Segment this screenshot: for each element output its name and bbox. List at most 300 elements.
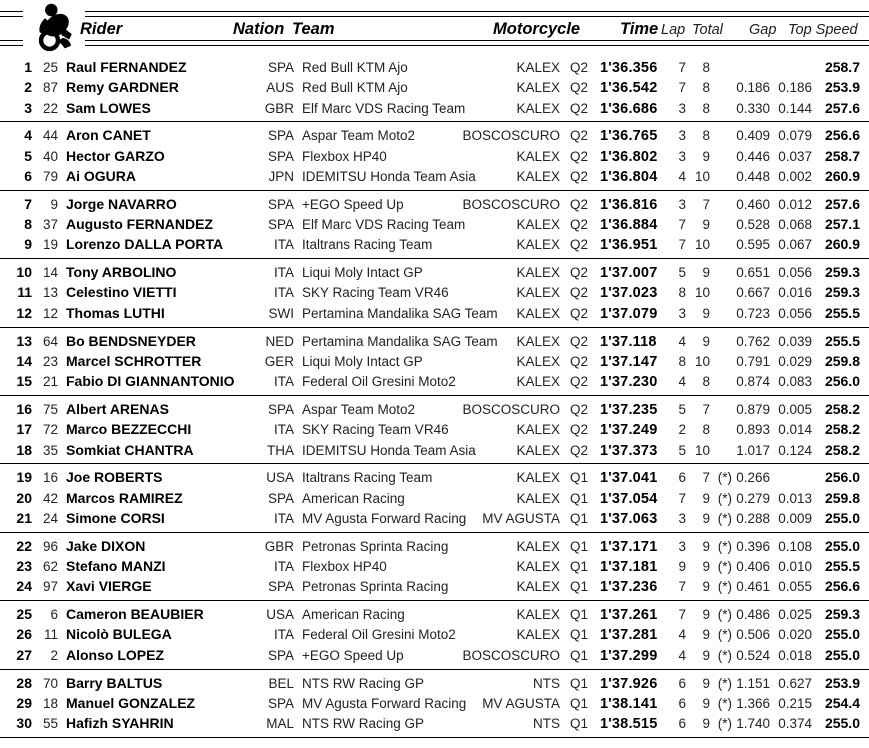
gap-cell: 0.791 bbox=[736, 353, 770, 369]
column-header-time: Time bbox=[620, 20, 659, 38]
team-cell: Aspar Team Moto2 bbox=[302, 128, 416, 144]
q1-star-marker: (*) bbox=[717, 470, 732, 486]
lap-cell: 4 bbox=[678, 374, 686, 390]
table-row bbox=[0, 77, 869, 97]
top-speed-cell: 255.5 bbox=[824, 304, 860, 321]
gap-cell: 0.446 bbox=[736, 148, 770, 164]
table-row bbox=[0, 576, 869, 596]
total-cell: 9 bbox=[702, 647, 710, 663]
team-cell: IDEMITSU Honda Team Asia bbox=[302, 442, 476, 458]
rider-number-cell: 18 bbox=[42, 695, 58, 711]
time-cell: 1'37.249 bbox=[600, 422, 658, 439]
session-cell: Q2 bbox=[570, 353, 589, 369]
row-group bbox=[0, 601, 869, 669]
nation-cell: BEL bbox=[268, 675, 294, 691]
rider-name-cell: Joe ROBERTS bbox=[66, 469, 163, 486]
gap-diff-cell: 0.186 bbox=[778, 80, 812, 96]
table-row bbox=[0, 467, 869, 487]
motorcycle-cell: KALEX bbox=[516, 80, 560, 96]
header-bottom-rule bbox=[0, 40, 869, 46]
session-cell: Q1 bbox=[570, 695, 589, 711]
position-cell: 30 bbox=[16, 715, 32, 732]
session-cell: Q2 bbox=[570, 128, 589, 144]
position-cell: 6 bbox=[24, 167, 32, 184]
position-cell: 12 bbox=[16, 304, 32, 321]
session-cell: Q2 bbox=[570, 237, 589, 253]
time-cell: 1'37.118 bbox=[600, 333, 657, 350]
top-speed-cell: 255.0 bbox=[824, 509, 860, 526]
lap-cell: 3 bbox=[678, 100, 686, 116]
nation-cell: ITA bbox=[274, 285, 294, 301]
motorcycle-cell: KALEX bbox=[516, 285, 560, 301]
row-group bbox=[0, 396, 869, 464]
total-cell: 8 bbox=[702, 374, 710, 390]
gap-cell: 0.762 bbox=[736, 333, 770, 349]
gap-cell: 0.667 bbox=[736, 285, 770, 301]
motorcycle-rider-icon bbox=[23, 0, 85, 54]
rider-name-cell: Nicolò BULEGA bbox=[66, 626, 172, 643]
rider-name-cell: Augusto FERNANDEZ bbox=[66, 216, 213, 233]
total-cell: 9 bbox=[702, 510, 710, 526]
rider-name-cell: Hafizh SYAHRIN bbox=[66, 715, 174, 732]
motorcycle-cell: MV AGUSTA bbox=[482, 695, 560, 711]
table-row bbox=[0, 673, 869, 693]
gap-diff-cell: 0.108 bbox=[778, 538, 812, 554]
motorcycle-cell: NTS bbox=[533, 675, 560, 691]
lap-cell: 3 bbox=[678, 148, 686, 164]
total-cell: 9 bbox=[702, 607, 710, 623]
time-cell: 1'37.041 bbox=[600, 470, 658, 487]
table-row bbox=[0, 282, 869, 302]
rider-number-cell: 16 bbox=[42, 470, 58, 486]
gap-diff-cell: 0.039 bbox=[778, 333, 812, 349]
total-cell: 8 bbox=[702, 128, 710, 144]
total-cell: 7 bbox=[702, 470, 710, 486]
gap-cell: 1.151 bbox=[736, 675, 770, 691]
session-cell: Q2 bbox=[570, 333, 589, 349]
gap-cell: 0.288 bbox=[736, 510, 770, 526]
gap-cell: 1.017 bbox=[736, 442, 770, 458]
motorcycle-cell: KALEX bbox=[516, 559, 560, 575]
session-cell: Q1 bbox=[570, 559, 589, 575]
nation-cell: ITA bbox=[274, 374, 294, 390]
rider-name-cell: Raul FERNANDEZ bbox=[66, 59, 187, 75]
motorcycle-cell: KALEX bbox=[516, 538, 560, 554]
total-cell: 9 bbox=[702, 627, 710, 643]
gap-diff-cell: 0.012 bbox=[778, 196, 812, 212]
gap-diff-cell: 0.055 bbox=[778, 579, 812, 595]
rider-name-cell: Albert ARENAS bbox=[66, 400, 169, 417]
top-speed-cell: 256.6 bbox=[824, 578, 860, 595]
time-cell: 1'37.281 bbox=[600, 627, 658, 644]
position-cell: 22 bbox=[16, 537, 32, 554]
total-cell: 9 bbox=[702, 579, 710, 595]
position-cell: 25 bbox=[16, 606, 32, 623]
lap-cell: 5 bbox=[678, 401, 686, 417]
team-cell: Petronas Sprinta Racing bbox=[302, 579, 449, 595]
session-cell: Q2 bbox=[570, 422, 589, 438]
table-row bbox=[0, 214, 869, 234]
table-row bbox=[0, 331, 869, 351]
position-cell: 1 bbox=[24, 59, 32, 75]
position-cell: 3 bbox=[24, 99, 32, 116]
lap-cell: 6 bbox=[678, 470, 686, 486]
gap-cell: 1.740 bbox=[736, 716, 770, 732]
session-cell: Q2 bbox=[570, 374, 589, 390]
rider-name-cell: Ai OGURA bbox=[66, 167, 136, 184]
rider-name-cell: Sam LOWES bbox=[66, 99, 151, 116]
table-row bbox=[0, 98, 869, 118]
header-top-rule bbox=[0, 11, 869, 17]
session-cell: Q1 bbox=[570, 627, 589, 643]
top-speed-cell: 255.5 bbox=[824, 558, 860, 575]
rider-number-cell: 23 bbox=[42, 353, 58, 369]
lap-cell: 4 bbox=[678, 333, 686, 349]
nation-cell: SPA bbox=[267, 60, 294, 75]
table-row bbox=[0, 604, 869, 624]
top-speed-cell: 253.9 bbox=[824, 674, 860, 691]
q1-star-marker: (*) bbox=[717, 695, 732, 711]
table-row bbox=[0, 488, 869, 508]
rider-name-cell: Celestino VIETTI bbox=[66, 284, 177, 301]
motorcycle-cell: KALEX bbox=[516, 168, 560, 184]
gap-cell: 0.396 bbox=[736, 538, 770, 554]
total-cell: 10 bbox=[694, 442, 710, 458]
team-cell: Federal Oil Gresini Moto2 bbox=[302, 627, 456, 643]
q1-star-marker: (*) bbox=[717, 490, 732, 506]
total-cell: 9 bbox=[702, 538, 710, 554]
team-cell: Liqui Moly Intact GP bbox=[302, 265, 423, 281]
motorcycle-cell: KALEX bbox=[516, 607, 560, 623]
total-cell: 9 bbox=[702, 217, 710, 233]
table-row bbox=[0, 146, 869, 166]
rider-number-cell: 40 bbox=[42, 148, 58, 164]
motorcycle-cell: KALEX bbox=[516, 100, 560, 116]
session-cell: Q2 bbox=[570, 168, 589, 184]
motorcycle-cell: NTS bbox=[533, 716, 560, 732]
gap-diff-cell: 0.067 bbox=[778, 237, 812, 253]
session-cell: Q2 bbox=[570, 265, 589, 281]
motorcycle-cell: MV AGUSTA bbox=[482, 510, 560, 526]
table-row bbox=[0, 399, 869, 419]
rider-number-cell: 14 bbox=[42, 265, 58, 281]
nation-cell: ITA bbox=[274, 510, 294, 526]
time-cell: 1'37.054 bbox=[600, 490, 658, 507]
lap-cell: 7 bbox=[678, 490, 686, 506]
lap-cell: 9 bbox=[678, 559, 686, 575]
rider-name-cell: Marcel SCHROTTER bbox=[66, 352, 202, 369]
total-cell: 7 bbox=[702, 196, 710, 212]
lap-cell: 4 bbox=[678, 627, 686, 643]
nation-cell: SPA bbox=[267, 647, 294, 663]
top-speed-cell: 257.1 bbox=[824, 216, 860, 233]
rider-number-cell: 12 bbox=[42, 305, 58, 321]
lap-cell: 7 bbox=[678, 607, 686, 623]
motorcycle-cell: KALEX bbox=[516, 265, 560, 281]
gap-cell: 0.448 bbox=[736, 168, 770, 184]
total-cell: 9 bbox=[702, 675, 710, 691]
nation-cell: SWI bbox=[268, 305, 294, 321]
session-cell: Q2 bbox=[570, 442, 589, 458]
column-header-lap: Lap bbox=[661, 21, 686, 38]
session-cell: Q2 bbox=[570, 217, 589, 233]
nation-cell: SPA bbox=[267, 401, 294, 417]
rider-name-cell: Jorge NAVARRO bbox=[66, 195, 177, 212]
gap-diff-cell: 0.056 bbox=[778, 305, 812, 321]
rider-number-cell: 42 bbox=[42, 490, 58, 506]
time-cell: 1'36.686 bbox=[600, 100, 658, 117]
gap-diff-cell: 0.025 bbox=[778, 607, 812, 623]
gap-diff-cell: 0.010 bbox=[778, 559, 812, 575]
total-cell: 10 bbox=[694, 285, 710, 301]
time-cell: 1'37.230 bbox=[600, 374, 658, 391]
motorcycle-cell: BOSCOSCURO bbox=[462, 401, 560, 417]
lap-cell: 7 bbox=[678, 60, 686, 75]
gap-cell: 0.461 bbox=[736, 579, 770, 595]
top-speed-cell: 260.9 bbox=[824, 167, 860, 184]
rider-number-cell: 44 bbox=[42, 128, 58, 144]
gap-cell: 0.330 bbox=[736, 100, 770, 116]
q1-star-marker: (*) bbox=[717, 559, 732, 575]
total-cell: 9 bbox=[702, 333, 710, 349]
session-cell: Q1 bbox=[570, 470, 589, 486]
lap-cell: 3 bbox=[678, 196, 686, 212]
session-cell: Q2 bbox=[570, 305, 589, 321]
column-header-motorcycle: Motorcycle bbox=[493, 20, 581, 38]
position-cell: 2 bbox=[24, 79, 32, 96]
total-cell: 8 bbox=[702, 80, 710, 96]
team-cell: Elf Marc VDS Racing Team bbox=[302, 217, 466, 233]
position-cell: 18 bbox=[16, 441, 32, 458]
total-cell: 9 bbox=[702, 559, 710, 575]
rider-number-cell: 97 bbox=[42, 579, 58, 595]
top-speed-cell: 259.3 bbox=[824, 284, 860, 301]
motorcycle-cell: BOSCOSCURO bbox=[462, 647, 560, 663]
row-group bbox=[0, 533, 869, 601]
lap-cell: 4 bbox=[678, 168, 686, 184]
team-cell: NTS RW Racing GP bbox=[302, 716, 425, 732]
motorcycle-cell: KALEX bbox=[516, 442, 560, 458]
top-speed-cell: 255.0 bbox=[824, 626, 860, 643]
lap-cell: 8 bbox=[678, 353, 686, 369]
position-cell: 24 bbox=[16, 578, 32, 595]
motorcycle-cell: KALEX bbox=[516, 217, 560, 233]
row-group bbox=[0, 191, 869, 259]
top-speed-cell: 256.0 bbox=[824, 373, 860, 390]
time-cell: 1'36.951 bbox=[600, 237, 658, 254]
lap-cell: 7 bbox=[678, 237, 686, 253]
lap-cell: 7 bbox=[678, 217, 686, 233]
session-cell: Q2 bbox=[570, 196, 589, 212]
rider-number-cell: 79 bbox=[42, 168, 58, 184]
gap-cell: 0.651 bbox=[736, 265, 770, 281]
rider-name-cell: Marcos RAMIREZ bbox=[66, 489, 183, 506]
team-cell: Pertamina Mandalika SAG Team bbox=[302, 305, 498, 321]
rider-name-cell: Aron CANET bbox=[66, 127, 151, 144]
total-cell: 9 bbox=[702, 305, 710, 321]
session-cell: Q1 bbox=[570, 490, 589, 506]
team-cell: Liqui Moly Intact GP bbox=[302, 353, 423, 369]
top-speed-cell: 260.9 bbox=[824, 236, 860, 253]
nation-cell: USA bbox=[266, 607, 294, 623]
top-speed-cell: 259.8 bbox=[824, 352, 860, 369]
rider-number-cell: 87 bbox=[42, 80, 58, 96]
table-row bbox=[0, 303, 869, 323]
total-cell: 9 bbox=[702, 265, 710, 281]
time-cell: 1'37.007 bbox=[600, 265, 658, 282]
total-cell: 8 bbox=[702, 60, 710, 75]
position-cell: 11 bbox=[17, 284, 32, 301]
motorcycle-cell: KALEX bbox=[516, 490, 560, 506]
top-speed-cell: 258.7 bbox=[824, 147, 860, 164]
gap-cell: 0.528 bbox=[736, 217, 770, 233]
rider-number-cell: 72 bbox=[42, 422, 58, 438]
rider-number-cell: 37 bbox=[42, 217, 58, 233]
rider-name-cell: Bo BENDSNEYDER bbox=[66, 332, 196, 349]
q1-star-marker: (*) bbox=[717, 675, 732, 691]
total-cell: 10 bbox=[694, 353, 710, 369]
rider-name-cell: Fabio DI GIANNANTONIO bbox=[66, 373, 235, 390]
column-header-gap: Gap bbox=[749, 21, 777, 38]
team-cell: Red Bull KTM Ajo bbox=[302, 60, 408, 75]
rider-name-cell: Jake DIXON bbox=[66, 537, 146, 554]
time-cell: 1'36.804 bbox=[600, 168, 658, 185]
team-cell: Aspar Team Moto2 bbox=[302, 401, 416, 417]
gap-diff-cell: 0.068 bbox=[778, 217, 812, 233]
position-cell: 14 bbox=[16, 352, 32, 369]
motorcycle-cell: KALEX bbox=[516, 60, 560, 75]
row-group bbox=[0, 464, 869, 532]
column-header-nation: Nation bbox=[233, 20, 285, 38]
position-cell: 23 bbox=[16, 558, 32, 575]
nation-cell: SPA bbox=[267, 490, 294, 506]
top-speed-cell: 258.7 bbox=[824, 59, 860, 75]
column-header-top-speed: Top Speed bbox=[788, 21, 858, 38]
q1-star-marker: (*) bbox=[717, 627, 732, 643]
nation-cell: SPA bbox=[267, 579, 294, 595]
team-cell: SKY Racing Team VR46 bbox=[302, 422, 449, 438]
table-row bbox=[0, 556, 869, 576]
nation-cell: ITA bbox=[274, 422, 294, 438]
time-cell: 1'37.079 bbox=[600, 305, 658, 322]
gap-diff-cell: 0.056 bbox=[778, 265, 812, 281]
gap-diff-cell: 0.374 bbox=[778, 716, 812, 732]
nation-cell: GBR bbox=[264, 100, 294, 116]
position-cell: 15 bbox=[16, 373, 32, 390]
rider-number-cell: 2 bbox=[50, 647, 58, 663]
time-cell: 1'37.147 bbox=[600, 353, 658, 370]
team-cell: MV Agusta Forward Racing bbox=[302, 695, 467, 711]
lap-cell: 4 bbox=[678, 647, 686, 663]
column-header-total: Total bbox=[692, 21, 723, 38]
motorcycle-cell: KALEX bbox=[516, 470, 560, 486]
position-cell: 26 bbox=[16, 626, 32, 643]
team-cell: Federal Oil Gresini Moto2 bbox=[302, 374, 456, 390]
gap-cell: 0.506 bbox=[736, 627, 770, 643]
rider-number-cell: 75 bbox=[42, 401, 58, 417]
rider-number-cell: 25 bbox=[42, 60, 58, 75]
table-row bbox=[0, 693, 869, 713]
team-cell: Flexbox HP40 bbox=[302, 559, 387, 575]
team-cell: Flexbox HP40 bbox=[302, 148, 387, 164]
rider-number-cell: 6 bbox=[50, 607, 58, 623]
gap-diff-cell: 0.005 bbox=[778, 401, 812, 417]
gap-diff-cell: 0.029 bbox=[778, 353, 812, 369]
gap-cell: 0.460 bbox=[736, 196, 770, 212]
rider-name-cell: Alonso LOPEZ bbox=[66, 646, 164, 663]
top-speed-cell: 255.5 bbox=[824, 332, 860, 349]
time-cell: 1'37.373 bbox=[600, 442, 658, 459]
team-cell: MV Agusta Forward Racing bbox=[302, 510, 467, 526]
time-cell: 1'37.235 bbox=[600, 401, 658, 418]
gap-cell: 0.893 bbox=[736, 422, 770, 438]
position-cell: 29 bbox=[16, 694, 32, 711]
gap-cell: 0.186 bbox=[736, 80, 770, 96]
row-group bbox=[0, 54, 869, 122]
rider-name-cell: Marco BEZZECCHI bbox=[66, 421, 192, 438]
gap-cell: 0.879 bbox=[736, 401, 770, 417]
position-cell: 17 bbox=[16, 421, 32, 438]
results-table-body bbox=[0, 54, 869, 738]
session-cell: Q1 bbox=[570, 647, 589, 663]
time-cell: 1'37.236 bbox=[600, 579, 658, 596]
position-cell: 8 bbox=[24, 216, 32, 233]
q1-star-marker: (*) bbox=[717, 716, 732, 732]
gap-diff-cell: 0.013 bbox=[778, 490, 812, 506]
session-cell: Q1 bbox=[570, 716, 589, 732]
gap-diff-cell: 0.016 bbox=[778, 285, 812, 301]
session-cell: Q2 bbox=[570, 100, 589, 116]
motorcycle-cell: KALEX bbox=[516, 237, 560, 253]
rider-name-cell: Simone CORSI bbox=[66, 509, 165, 526]
gap-diff-cell: 0.037 bbox=[778, 148, 812, 164]
row-group bbox=[0, 122, 869, 190]
gap-diff-cell: 0.020 bbox=[778, 627, 812, 643]
rider-name-cell: Hector GARZO bbox=[66, 147, 165, 164]
table-row bbox=[0, 371, 869, 391]
gap-diff-cell: 0.079 bbox=[778, 128, 812, 144]
table-row bbox=[0, 713, 869, 733]
table-row bbox=[0, 125, 869, 145]
gap-diff-cell: 0.083 bbox=[778, 374, 812, 390]
top-speed-cell: 259.3 bbox=[824, 606, 860, 623]
q1-star-marker: (*) bbox=[717, 510, 732, 526]
rider-name-cell: Somkiat CHANTRA bbox=[66, 441, 194, 458]
top-speed-cell: 255.0 bbox=[824, 646, 860, 663]
lap-cell: 5 bbox=[678, 265, 686, 281]
nation-cell: SPA bbox=[267, 217, 294, 233]
table-row bbox=[0, 166, 869, 186]
rider-name-cell: Remy GARDNER bbox=[66, 79, 179, 96]
total-cell: 10 bbox=[694, 168, 710, 184]
gap-diff-cell: 0.009 bbox=[778, 510, 812, 526]
motorcycle-cell: KALEX bbox=[516, 579, 560, 595]
total-cell: 9 bbox=[702, 695, 710, 711]
motorcycle-cell: BOSCOSCURO bbox=[462, 196, 560, 212]
gap-diff-cell: 0.627 bbox=[778, 675, 812, 691]
total-cell: 9 bbox=[702, 148, 710, 164]
rider-number-cell: 22 bbox=[42, 100, 58, 116]
lap-cell: 3 bbox=[678, 305, 686, 321]
gap-diff-cell: 0.144 bbox=[778, 100, 812, 116]
time-cell: 1'36.884 bbox=[600, 217, 658, 234]
gap-diff-cell: 0.124 bbox=[778, 442, 812, 458]
position-cell: 19 bbox=[16, 469, 32, 486]
rider-name-cell: Manuel GONZALEZ bbox=[66, 694, 196, 711]
time-cell: 1'37.299 bbox=[600, 647, 658, 664]
team-cell: Italtrans Racing Team bbox=[302, 237, 433, 253]
motorcycle-cell: BOSCOSCURO bbox=[462, 128, 560, 144]
